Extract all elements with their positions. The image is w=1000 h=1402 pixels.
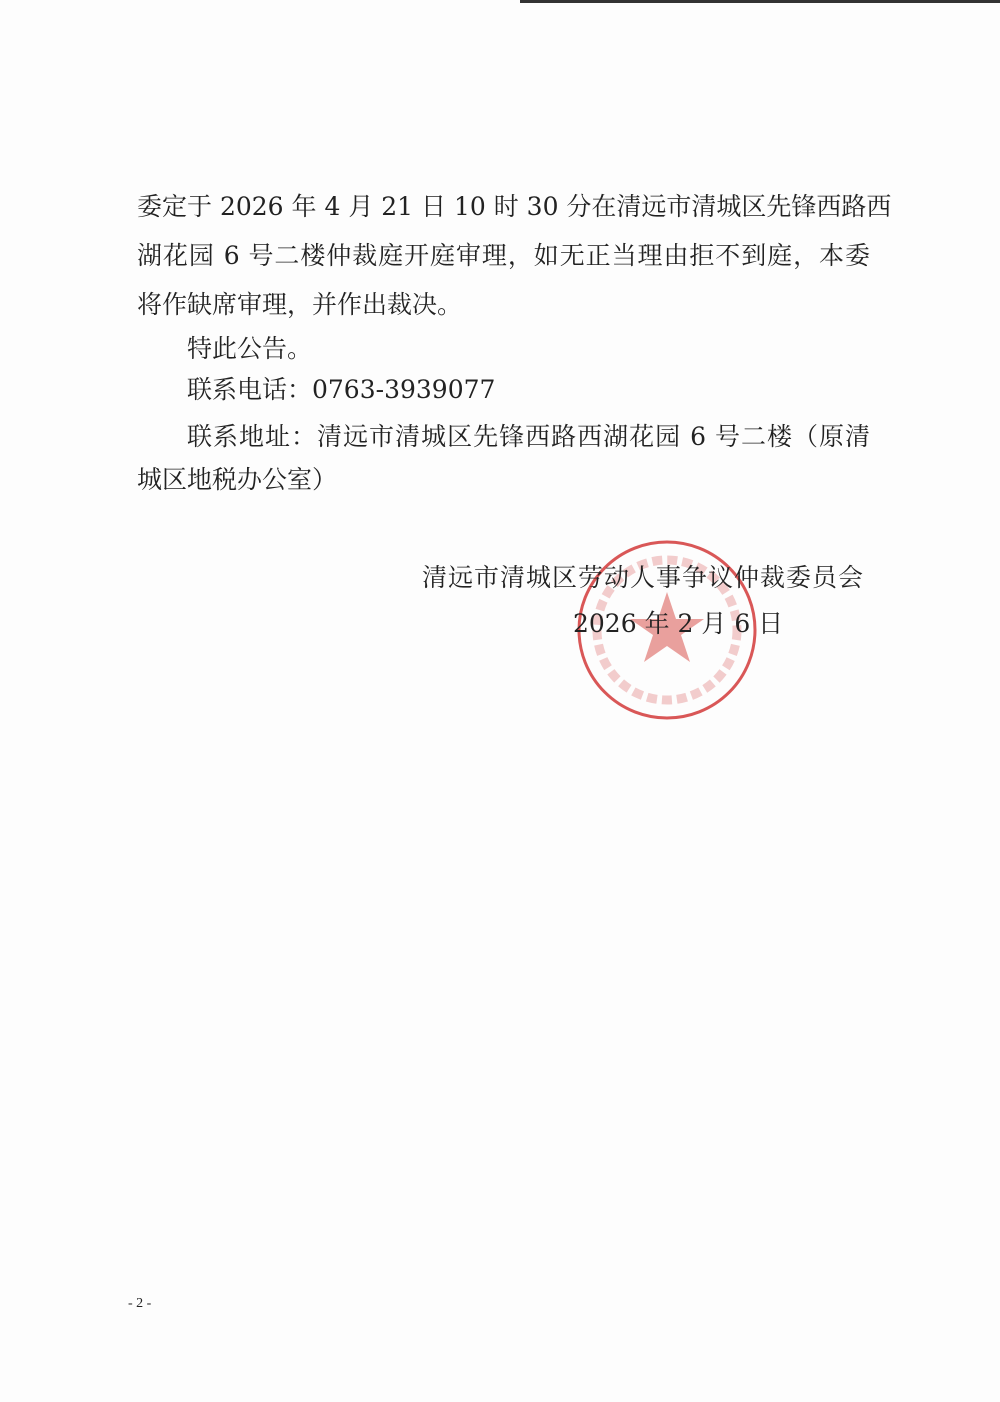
contact-address-line-1: 联系地址：清远市清城区先锋西路西湖花园 6 号二楼（原清 [187,422,870,451]
body-line-1: 委定于 2026 年 4 月 21 日 10 时 30 分在清远市清城区先锋西路西 [137,192,892,221]
contact-phone: 联系电话：0763-3939077 [187,375,496,404]
page-number: - 2 - [128,1296,152,1311]
signature-date: 2026 年 2 月 6 日 [573,609,784,638]
body-line-2: 湖花园 6 号二楼仲裁庭开庭审理，如无正当理由拒不到庭，本委 [137,241,870,270]
closing-phrase: 特此公告。 [187,334,313,363]
scan-edge [520,0,1000,3]
body-line-3: 将作缺席审理，并作出裁决。 [137,290,463,319]
contact-address-line-2: 城区地税办公室） [137,465,338,494]
signature-organization: 清远市清城区劳动人事争议仲裁委员会 [422,563,865,592]
